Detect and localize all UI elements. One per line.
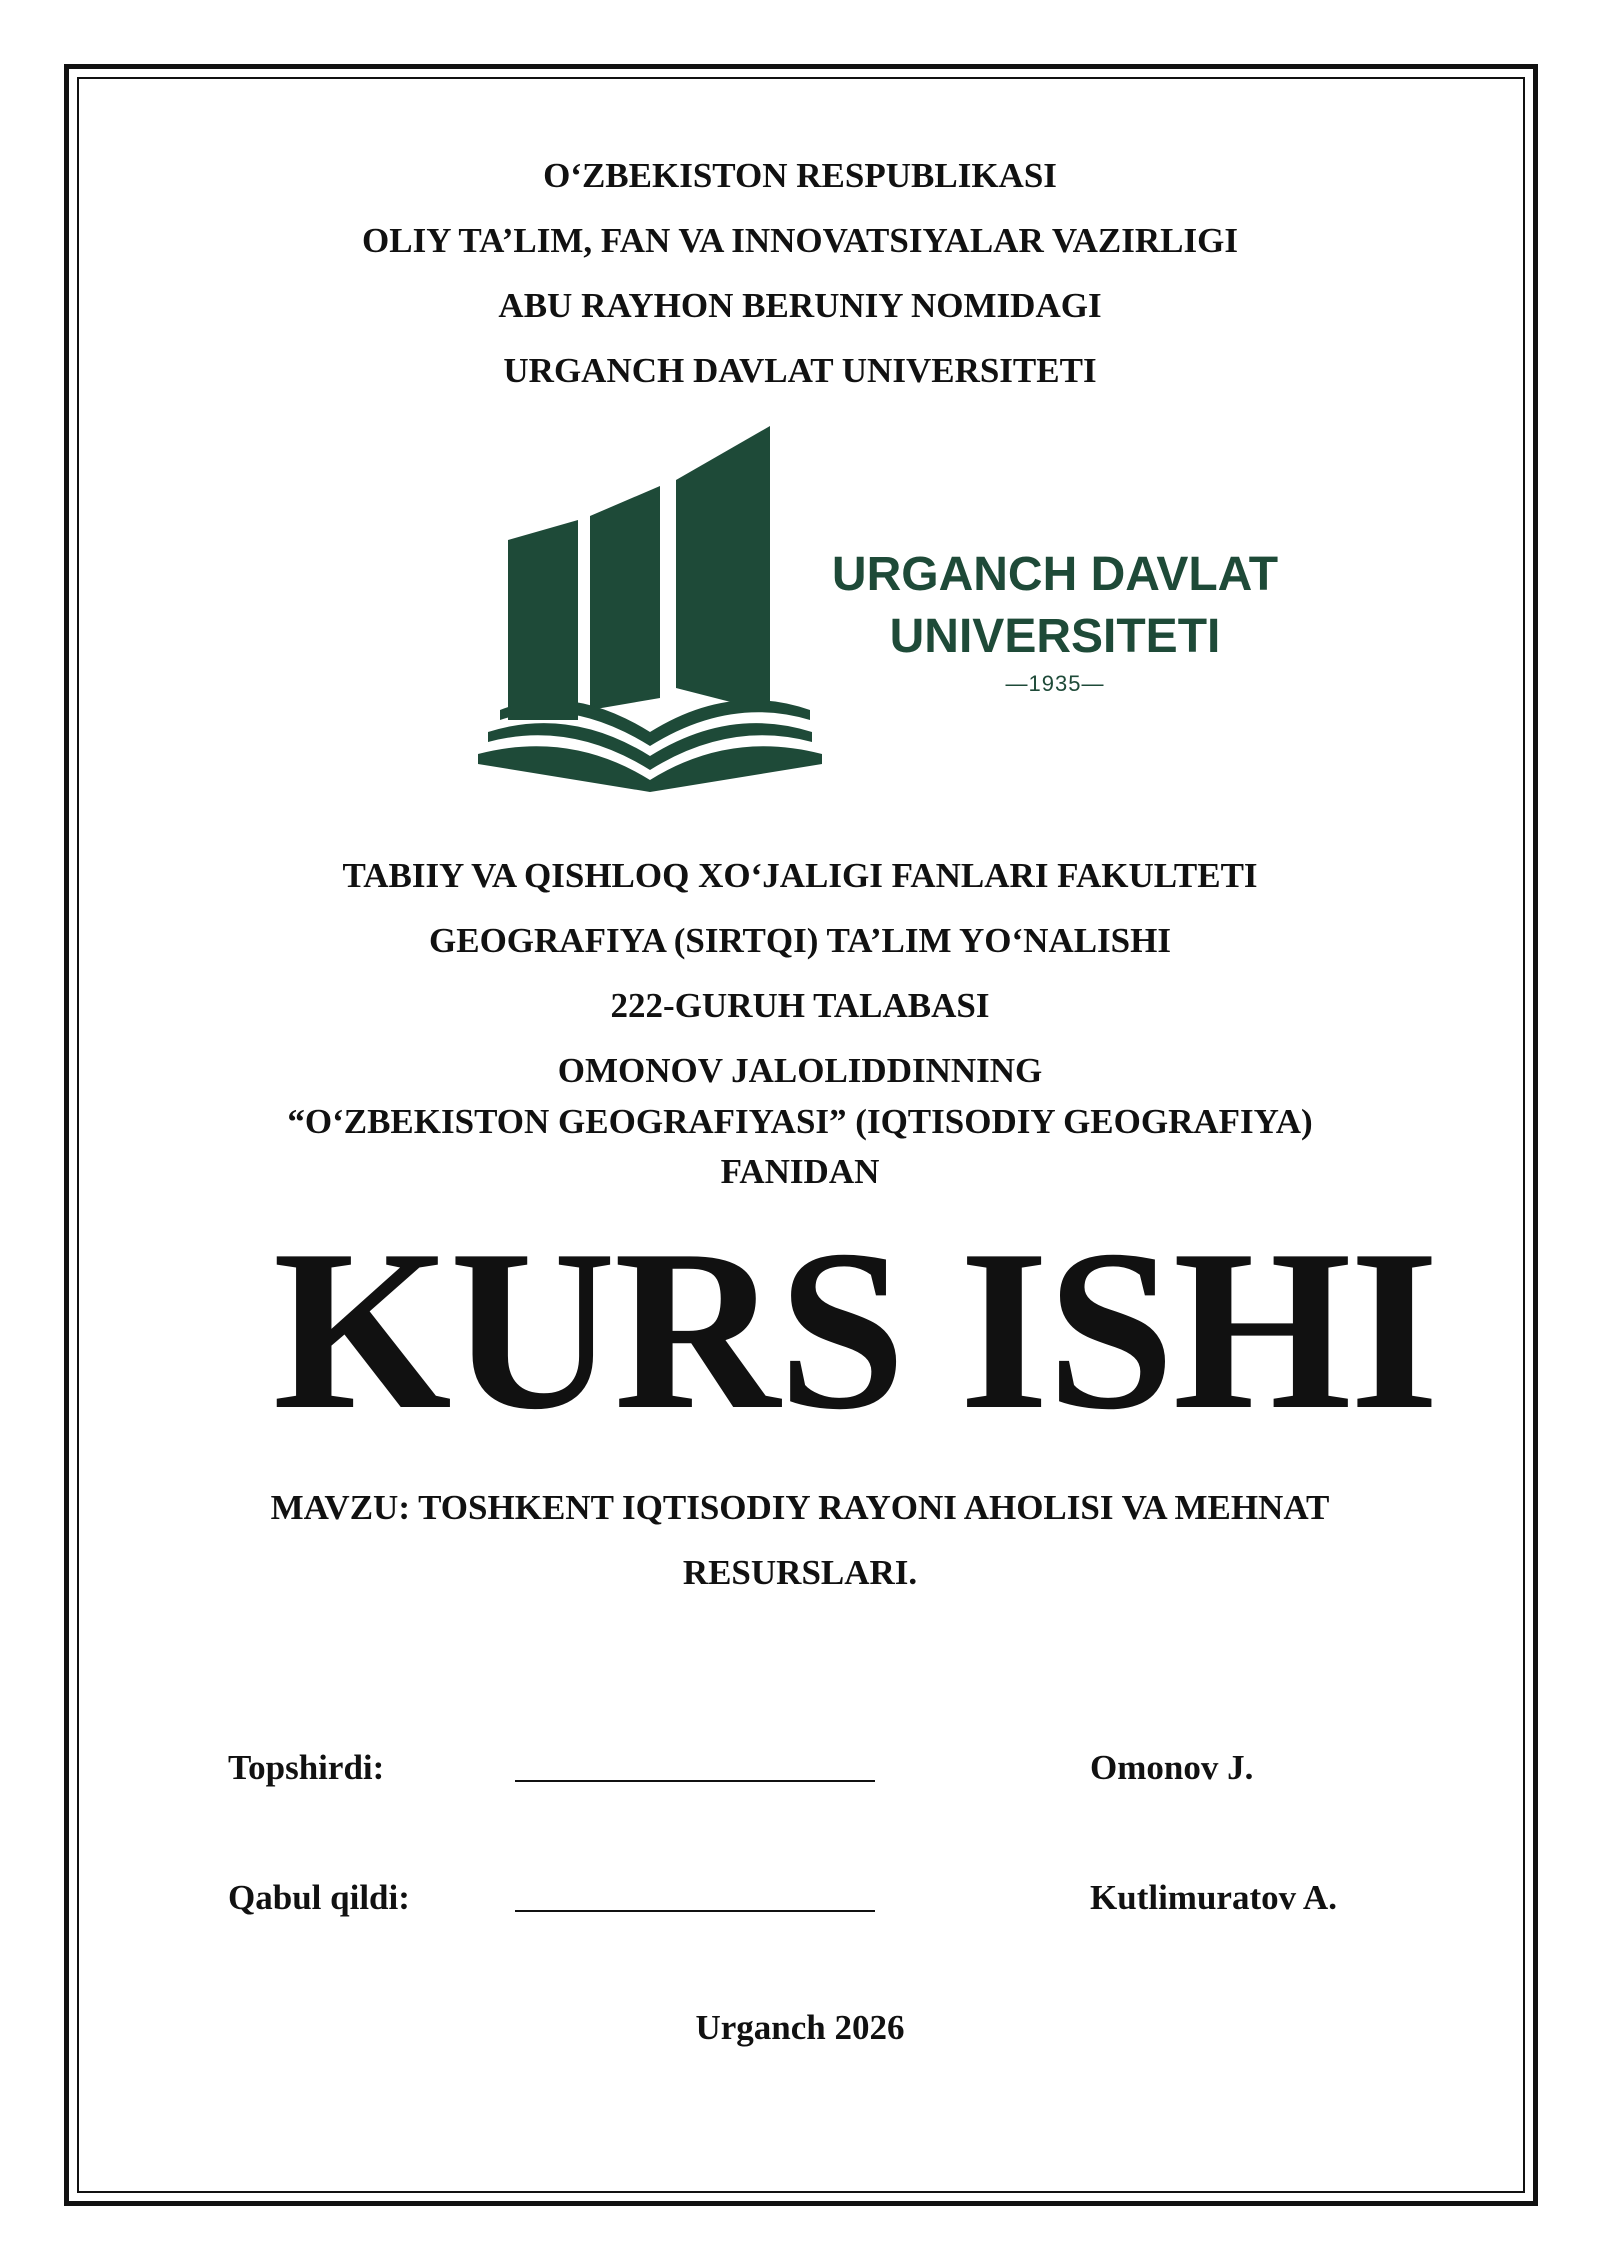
accepted-signature-line [515,1878,875,1912]
faculty-name: TABIIY VA QISHLOQ XO‘JALIGI FANLARI FAKULTETI [342,856,1258,895]
topic-line2: RESURSLARI. [682,1553,918,1592]
submitted-name: Omonov J. [1090,1748,1254,1787]
direction-name: GEOGRAFIYA (SIRTQI) TA’LIM YO‘NALISHI [429,921,1171,960]
logo-text-line1: URGANCH DAVLAT [831,548,1279,601]
student-name: OMONOV JALOLIDDINNING [557,1051,1043,1090]
header-university: URGANCH DAVLAT UNIVERSITETI [503,351,1097,390]
group-name: 222-GURUH TALABASI [610,986,990,1025]
submitted-signature-line [515,1748,875,1782]
book-columns-icon [470,420,830,800]
footer-city-year: Urganch 2026 [695,2008,905,2047]
subject-name: “O‘ZBEKISTON GEOGRAFIYASI” (IQTISODIY GEOGRAFIYA) [287,1102,1313,1141]
university-logo [470,420,1280,800]
accepted-label: Qabul qildi: [228,1878,410,1917]
header-country: O‘ZBEKISTON RESPUBLIKASI [543,156,1057,195]
accepted-name: Kutlimuratov A. [1090,1878,1337,1917]
logo-text-line2: UNIVERSITETI [889,610,1221,663]
topic-line1: MAVZU: TOSHKENT IQTISODIY RAYONI AHOLISI VA MEHNAT [270,1488,1330,1527]
logo-year: —1935— [1005,671,1105,696]
header-named-after: ABU RAYHON BERUNIY NOMIDAGI [498,286,1102,325]
header-ministry: OLIY TA’LIM, FAN VA INNOVATSIYALAR VAZIRLIGI [362,221,1238,260]
submitted-label: Topshirdi: [228,1748,385,1787]
subject-suffix: FANIDAN [720,1152,880,1191]
document-title: KURS ISHI [272,1202,1438,1457]
